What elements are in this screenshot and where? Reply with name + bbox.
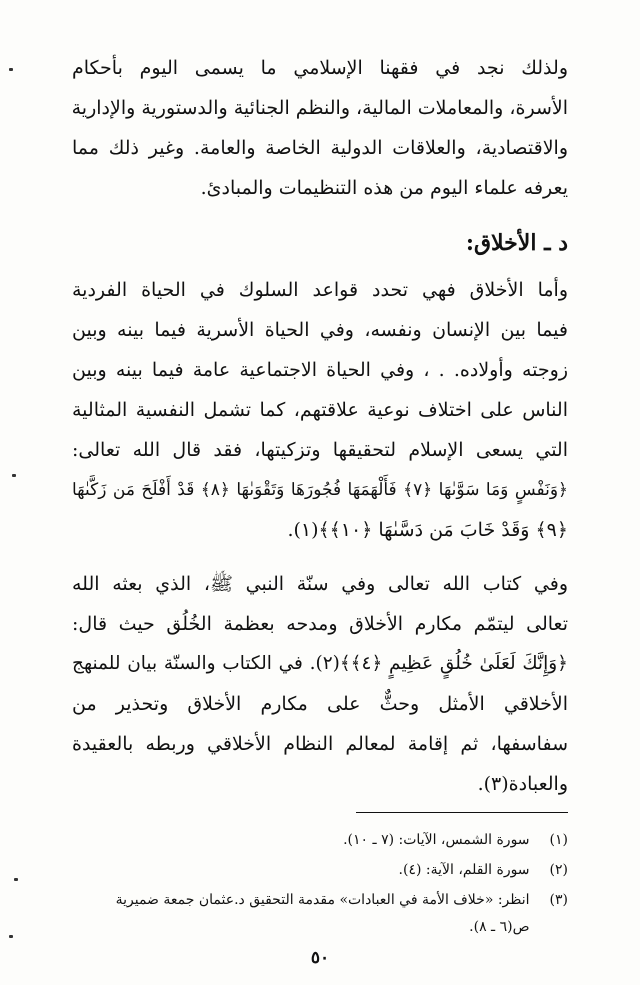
footnote-1-number: (١) [549, 832, 568, 848]
footnote-3-number: (٣) [549, 892, 568, 908]
footnote-2-number: (٢) [549, 862, 568, 878]
paragraph-2-line-1: وأما الأخلاق فهي تحدد قواعد السلوك في الحياة الفردية [72, 279, 568, 301]
paragraph-3-line-4: الأخلاقي الأمثل وحثٌّ على مكارم الأخلاق وتحذير من [72, 693, 568, 715]
paragraph-3-line-1: وفي كتاب الله تعالى وفي سنّة النبي ﷺ، الذي بعثه الله [72, 573, 568, 595]
footnote-3-continued [72, 912, 568, 942]
section-heading: د ـ الأخلاق: [465, 230, 568, 256]
footnote-1 [72, 825, 568, 855]
paragraph-1-line-1: ولذلك نجد في فقهنا الإسلامي ما يسمى اليوم بأحكام [72, 57, 568, 79]
paragraph-3-line-5: سفاسفها، ثم إقامة لمعالم النظام الأخلاقي وربطه بالعقيدة [72, 733, 568, 755]
paragraph-1-line-3: والاقتصادية، والعلاقات الدولية الخاصة والعامة. وغير ذلك مما [72, 137, 568, 159]
paragraph-3-line-2: تعالى ليتمّم مكارم الأخلاق ومدحه بعظمة الخُلُق حيث قال: [72, 613, 568, 635]
scan-speck [14, 878, 18, 881]
scan-speck [9, 935, 13, 938]
paragraph-2-line-2: فيما بين الإنسان ونفسه، وفي الحياة الأسرية فيما بينه وبين [72, 319, 568, 341]
paragraph-1-line-2: الأسرة، والمعاملات المالية، والنظم الجنائية والدستورية والإدارية [72, 97, 568, 119]
footnote-3-continued-text: ص(٦ ـ ٨). [469, 919, 530, 935]
page-number: ٥٠ [310, 948, 330, 968]
scan-speck [12, 474, 16, 477]
footnote-3 [72, 885, 568, 915]
scan-speck [9, 68, 13, 71]
quran-verse-line-1: ﴿وَنَفْسٍ وَمَا سَوَّىٰهَا ﴿٧﴾ فَأَلْهَمَهَا فُجُورَهَا وَتَقْوَىٰهَا ﴿٨﴾ قَدْ أَفْلَحَ مَن زَكَّىٰهَا [72, 480, 568, 500]
footnote-2 [72, 855, 568, 885]
paragraph-3-line-6: والعبادة(٣). [477, 773, 568, 795]
paragraph-2-line-4: الناس على اختلاف نوعية علاقتهم، كما تشمل النفسية المثالية [72, 399, 568, 421]
footnote-3-text: انظر: «خلاف الأمة في العبادات» مقدمة التحقيق د.عثمان جمعة ضميرية [115, 892, 530, 908]
footnote-1-text: سورة الشمس، الآيات: (٧ ـ ١٠). [343, 832, 530, 848]
footnote-2-text: سورة القلم، الآية: (٤). [398, 862, 530, 878]
paragraph-3-line-3: ﴿وَإِنَّكَ لَعَلَىٰ خُلُقٍ عَظِيمٍ ﴿٤﴾﴾(٢). في الكتاب والسنّة بيان للمنهج [72, 653, 568, 674]
paragraph-1-line-4: يعرفه علماء اليوم من هذه التنظيمات والمبادئ. [200, 177, 568, 199]
footnote-separator [356, 812, 568, 813]
paragraph-2-line-5: التي يسعى الإسلام لتحقيقها وتزكيتها، فقد قال الله تعالى: [72, 439, 568, 461]
quran-verse-line-2: ﴿٩﴾ وَقَدْ خَابَ مَن دَسَّىٰهَا ﴿١٠﴾﴾(١). [287, 519, 568, 541]
paragraph-2-line-3: زوجته وأولاده. . ، وفي الحياة الاجتماعية عامة فيما بينه وبين [72, 359, 568, 381]
